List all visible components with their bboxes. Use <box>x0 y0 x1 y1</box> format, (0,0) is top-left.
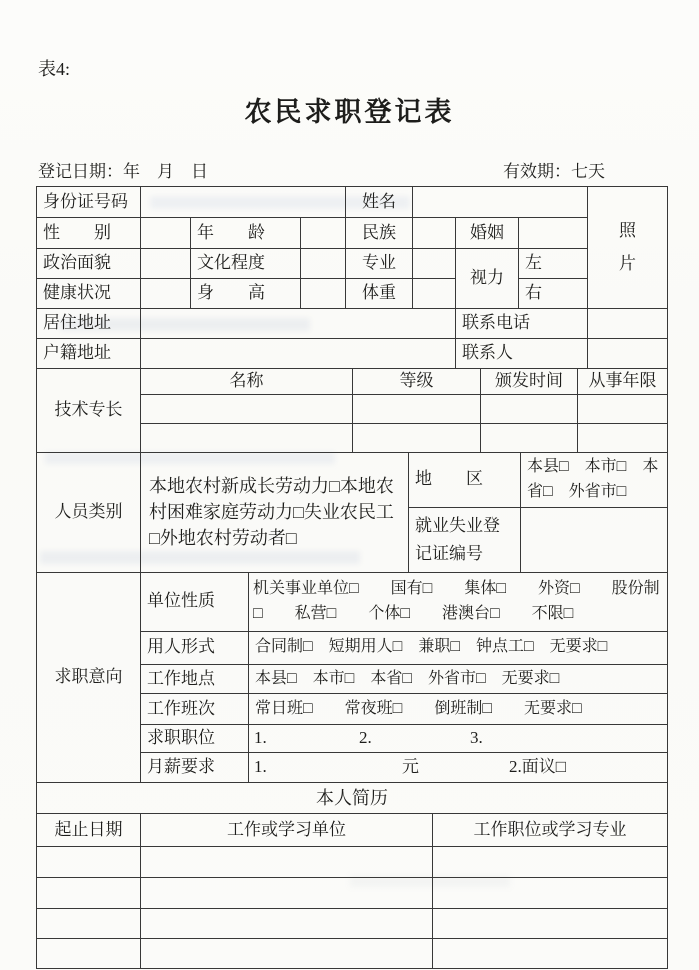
resume-unit-cell <box>141 909 433 939</box>
resume-dates-cell <box>37 847 141 878</box>
resume-blank-row <box>37 909 668 939</box>
row-id-number <box>37 187 668 218</box>
row-residence <box>37 309 668 339</box>
political-value-cell <box>141 249 191 279</box>
resume-position-cell <box>433 909 668 939</box>
desired-position-cell <box>249 725 668 753</box>
skill-level-header: 等级 <box>353 369 481 395</box>
row-health-height <box>37 279 668 309</box>
health-label: 健康状况 <box>37 279 141 309</box>
resume-title-row <box>37 783 668 814</box>
resume-dates-header: 起止日期 <box>37 814 141 847</box>
resume-position-cell <box>433 878 668 909</box>
employment-form-label: 用人形式 <box>141 631 249 664</box>
form-title: 农民求职登记表 <box>244 97 455 127</box>
household-value-cell <box>141 339 456 369</box>
major-value-cell <box>413 249 456 279</box>
ethnicity-label: 民族 <box>346 218 413 249</box>
employment-cert-value-cell <box>521 507 668 572</box>
height-label: 身 高 <box>191 279 301 309</box>
household-label: 户籍地址 <box>37 339 141 369</box>
registration-date-fields: 年 月 日 <box>123 162 208 181</box>
identity-table <box>36 186 668 369</box>
category-label: 人员类别 <box>37 453 141 573</box>
resume-title: 本人简历 <box>37 783 668 814</box>
work-shift-options: 常日班□ 常夜班□ 倒班制□ 无要求□ <box>249 694 668 725</box>
skill-issue-date-cell <box>481 424 578 453</box>
work-location-label: 工作地点 <box>141 664 249 694</box>
region-options: 本县□ 本市□ 本省□ 外省市□ <box>521 453 668 508</box>
skill-issue-date-cell <box>481 395 578 424</box>
unit-nature-label: 单位性质 <box>141 572 249 631</box>
row-gender-age <box>37 218 668 249</box>
salary-item-unit: 元 <box>402 757 419 777</box>
unit-nature-options: 机关事业单位□ 国有□ 集体□ 外资□ 股份制□ 私营□ 个体□ 港澳台□ 不限□ <box>249 572 668 631</box>
skill-level-cell <box>353 424 481 453</box>
region-label: 地 区 <box>409 453 521 508</box>
weight-value-cell <box>413 279 456 309</box>
category-region-row <box>37 453 668 508</box>
salary-cell <box>249 753 668 783</box>
phone-label: 联系电话 <box>456 309 588 339</box>
gender-value-cell <box>141 218 191 249</box>
contact-label: 联系人 <box>456 339 588 369</box>
position-item-1: 1. <box>254 728 267 748</box>
resume-unit-cell <box>141 939 433 969</box>
validity-label: 有效期：七天 <box>503 162 605 181</box>
phone-value-cell <box>588 309 668 339</box>
height-value-cell <box>301 279 346 309</box>
name-value-cell <box>413 187 588 218</box>
resume-position-header: 工作职位或学习专业 <box>433 814 668 847</box>
resume-unit-header: 工作或学习单位 <box>141 814 433 847</box>
health-value-cell <box>141 279 191 309</box>
photo-box <box>588 187 668 309</box>
vision-label: 视力 <box>456 249 519 309</box>
salary-label: 月薪要求 <box>141 753 249 783</box>
skill-name-cell <box>141 424 353 453</box>
political-label: 政治面貌 <box>37 249 141 279</box>
education-value-cell <box>301 249 346 279</box>
age-value-cell <box>301 218 346 249</box>
residence-label: 居住地址 <box>37 309 141 339</box>
skill-name-header: 名称 <box>141 369 353 395</box>
work-shift-label: 工作班次 <box>141 694 249 725</box>
weight-label: 体重 <box>346 279 413 309</box>
form-body <box>36 186 667 969</box>
employment-cert-label: 就业失业登记证编号 <box>409 507 521 572</box>
resume-blank-row <box>37 847 668 878</box>
category-table <box>36 452 668 573</box>
vision-right-cell: 右 <box>519 279 588 309</box>
resume-position-cell <box>433 939 668 969</box>
registration-date-line <box>38 157 208 182</box>
resume-table <box>36 782 668 969</box>
marriage-label: 婚姻 <box>456 218 519 249</box>
age-label: 年 龄 <box>191 218 301 249</box>
gender-label: 性 别 <box>37 218 141 249</box>
skill-years-cell <box>578 395 668 424</box>
registration-date-label: 登记日期： <box>38 162 123 181</box>
skill-issue-date-header: 颁发时间 <box>481 369 578 395</box>
desired-position-label: 求职职位 <box>141 725 249 753</box>
salary-item-negotiable: 2.面议□ <box>509 757 567 777</box>
skill-level-cell <box>353 395 481 424</box>
skills-header-row <box>37 369 668 395</box>
ethnicity-value-cell <box>413 218 456 249</box>
intention-label: 求职意向 <box>37 572 141 783</box>
resume-header-row <box>37 814 668 847</box>
resume-unit-cell <box>141 847 433 878</box>
position-item-3: 3. <box>470 728 483 748</box>
major-label: 专业 <box>346 249 413 279</box>
name-label: 姓名 <box>346 187 413 218</box>
unit-nature-row <box>37 572 668 631</box>
skill-years-header: 从事年限 <box>578 369 668 395</box>
skill-name-cell <box>141 395 353 424</box>
education-label: 文化程度 <box>191 249 301 279</box>
resume-position-cell <box>433 847 668 878</box>
skill-years-cell <box>578 424 668 453</box>
row-household <box>37 339 668 369</box>
photo-label: 照片 <box>619 221 637 273</box>
vision-left-cell: 左 <box>519 249 588 279</box>
resume-dates-cell <box>37 909 141 939</box>
resume-blank-row <box>37 939 668 969</box>
marriage-value-cell <box>519 218 588 249</box>
id-number-value-cell <box>141 187 346 218</box>
work-location-options: 本县□ 本市□ 本省□ 外省市□ 无要求□ <box>249 664 668 694</box>
resume-dates-cell <box>37 878 141 909</box>
category-options: 本地农村新成长劳动力□本地农村困难家庭劳动力□失业农民工□外地农村劳动者□ <box>141 453 409 573</box>
residence-value-cell <box>141 309 456 339</box>
employment-form-options: 合同制□ 短期用人□ 兼职□ 钟点工□ 无要求□ <box>249 631 668 664</box>
resume-blank-row <box>37 878 668 909</box>
row-political-education <box>37 249 668 279</box>
skills-label: 技术专长 <box>37 369 141 453</box>
resume-unit-cell <box>141 878 433 909</box>
contact-value-cell <box>588 339 668 369</box>
skills-table <box>36 368 668 453</box>
form-number-tag: 表4: <box>38 59 71 79</box>
salary-item-amount: 1. <box>254 757 267 777</box>
resume-dates-cell <box>37 939 141 969</box>
position-item-2: 2. <box>359 728 372 748</box>
id-number-label: 身份证号码 <box>37 187 141 218</box>
intention-table <box>36 572 668 784</box>
